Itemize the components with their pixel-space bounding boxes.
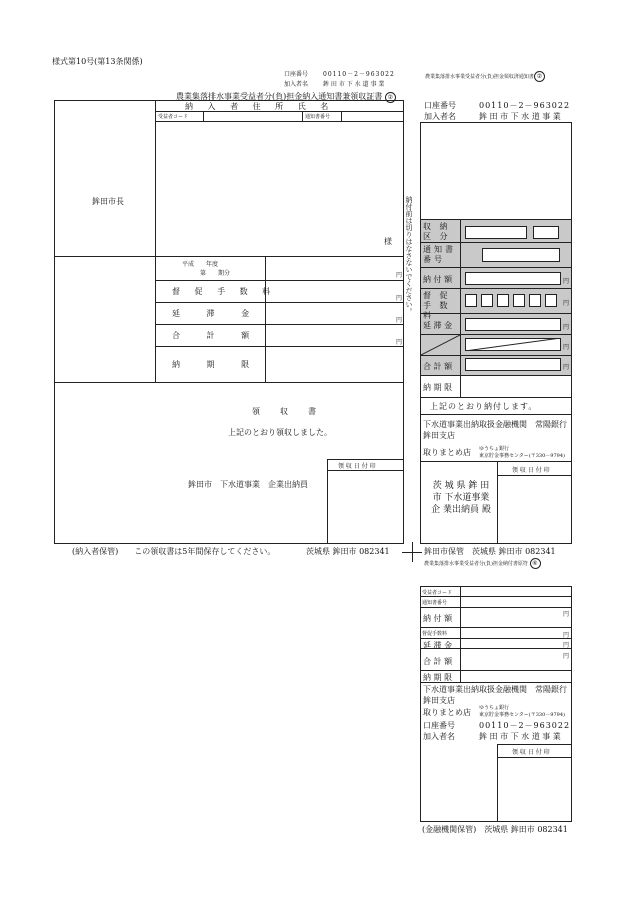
amount-field: [465, 272, 561, 285]
delay-label: 延 滞 金: [172, 309, 250, 318]
digit-box: [529, 294, 541, 307]
bottom-delay: 延 滞 金: [423, 641, 453, 650]
diagonal-mark: [421, 335, 460, 355]
amount-label: 納 付 額: [423, 275, 453, 284]
bottom-aggregator-line1: ゆうちょ銀行: [479, 705, 510, 711]
rule: [265, 256, 266, 382]
rule: [497, 475, 572, 476]
delay-label: 延 滞 金: [423, 321, 453, 330]
bottom-fee: 督促手数料: [422, 631, 448, 637]
collector-label: 鉾田市 下水道事業 企業出納員: [188, 480, 308, 489]
rule: [420, 288, 572, 289]
receipt-type-sub-field: [533, 226, 559, 239]
yen-unit: 円: [396, 272, 403, 279]
payer-header: 納 入 者 住 所 氏 名: [185, 102, 335, 111]
bottom-notice-number: 通知書番号: [422, 600, 448, 606]
bank-text: 下水道事業出納取扱金融機関 常陽銀行 鉾田支店: [423, 420, 575, 440]
bottom-amount: 納 付 額: [423, 614, 453, 623]
digit-box: [481, 294, 493, 307]
rule: [497, 744, 572, 745]
circle-number: ⑥: [530, 558, 541, 569]
deadline-label: 納 期 限: [423, 383, 453, 392]
rule: [54, 382, 404, 383]
bottom-subscriber-name: 鉾 田 市 下 水 道 事 業: [479, 732, 561, 741]
yen-unit: 円: [396, 295, 403, 302]
top-subscriber-name: 鉾 田 市 下 水 道 事 業: [323, 81, 385, 88]
rule: [420, 355, 572, 356]
keep-notice: (納入者保管) この領収書は5年間保存してください。: [72, 547, 276, 556]
main-title: 農業集落排水事業受益者分(負)担金納入通知書兼領収証書 ②: [176, 91, 396, 103]
rule: [420, 414, 572, 415]
yen-unit: 円: [396, 339, 403, 346]
mid-account-number: 00110－2－963022: [479, 101, 571, 110]
top-subscriber-label: 加入者名: [284, 81, 309, 88]
yen-unit: 円: [396, 317, 403, 324]
beneficiary-code-label: 受益者コード: [158, 114, 189, 120]
bottom-account-label: 口座番号: [423, 721, 455, 730]
bottom-aggregator-line2: 東京貯金事務センター(〒330－9794): [479, 712, 565, 718]
rule: [420, 375, 572, 376]
rule: [497, 744, 498, 822]
mid-subscriber-label: 加入者名: [424, 112, 456, 121]
rule: [420, 627, 572, 628]
bottom-beneficiary-code: 受益者コード: [422, 590, 453, 596]
aggregator-line1: ゆうちょ銀行: [479, 446, 510, 452]
delay-field: [465, 318, 561, 331]
receipt-type-label: 収 納 区 分: [423, 222, 451, 241]
top-account-label: 口座番号: [284, 71, 309, 78]
stamp-label: 領 収 日 付 印: [338, 463, 376, 470]
receipt-type-field: [465, 226, 527, 239]
middle-footer: 鉾田市保管 茨城県 鉾田市 082341: [424, 547, 556, 556]
yen-unit: 円: [563, 653, 570, 660]
digit-box: [545, 294, 557, 307]
rule: [420, 607, 572, 608]
bottom-deadline: 納 期 限: [423, 673, 453, 682]
yen-unit: 円: [563, 324, 570, 331]
stamp-label: 領 収 日 付 印: [512, 467, 550, 474]
yen-unit: 円: [563, 632, 570, 639]
yen-unit: 円: [563, 300, 570, 307]
yen-unit: 円: [563, 611, 570, 618]
rule: [155, 302, 404, 303]
location-code: 茨城県 鉾田市 082341: [306, 547, 390, 556]
rule: [155, 346, 404, 347]
fee-label: 督 促 手 数 料: [172, 287, 277, 296]
yen-unit: 円: [563, 642, 570, 649]
rule: [302, 111, 303, 121]
notice-number-label: 通知書番号: [305, 114, 331, 120]
rule: [54, 256, 404, 257]
rule: [420, 219, 572, 220]
yen-unit: 円: [563, 344, 570, 351]
stamp-box: [327, 459, 404, 544]
bottom-subscriber-label: 加入者名: [423, 732, 455, 741]
digit-box: [497, 294, 509, 307]
rule: [420, 461, 572, 462]
top-account-number: 00110－2－963022: [323, 71, 395, 78]
bottom-stamp-label: 領 収 日 付 印: [512, 749, 550, 756]
bottom-footer: (金融機関保管) 茨城県 鉾田市 082341: [422, 825, 568, 834]
receipt-title: 領 収 書: [252, 407, 322, 416]
mid-subscriber-name: 鉾 田 市 下 水 道 事 業: [479, 112, 561, 121]
rule: [497, 757, 572, 758]
rule: [420, 638, 572, 639]
total-label: 合 計 額: [423, 362, 453, 371]
rule: [420, 670, 572, 671]
rule: [327, 470, 404, 471]
next-slip-title: 農業集落排水事業受益者分(負)担金納付書原符 ⑥: [424, 558, 541, 569]
yen-unit: 円: [563, 364, 570, 371]
aggregator-line2: 東京貯金事務センター(〒330－9794): [479, 453, 565, 459]
sama-label: 様: [384, 237, 392, 246]
rule: [497, 461, 498, 544]
diagonal-mark: [465, 338, 561, 351]
circle-number: ②: [385, 92, 396, 103]
perforation-note: 納付前は切りはなさないでください。: [405, 196, 413, 315]
rule: [341, 111, 342, 121]
digit-box: [465, 294, 477, 307]
mid-account-label: 口座番号: [424, 101, 456, 110]
rule: [203, 111, 204, 121]
rule: [155, 324, 404, 325]
rule: [420, 267, 572, 268]
recipient-text: 茨 城 県 鉾 田 市 下水道事業 企 業出納員 殿: [431, 481, 491, 515]
cut-mark: [412, 542, 413, 562]
receipt-text: 上記のとおり領収しました。: [228, 428, 332, 437]
period-line2: 第 期分: [200, 270, 231, 277]
notice-no-label: 通知書番号: [423, 245, 456, 264]
fee-label: 督 促 手 数 料: [423, 291, 451, 320]
rule: [155, 100, 156, 382]
rule: [420, 596, 572, 597]
bottom-bank: 下水道事業出納取扱金融機関 常陽銀行 鉾田支店: [423, 685, 575, 705]
notice-no-field: [482, 248, 560, 262]
period-line1: 平成 年度: [182, 261, 219, 268]
rule: [420, 242, 572, 243]
deadline-label: 納 期 限: [172, 360, 250, 369]
pay-text: 上記のとおり納付します。: [430, 402, 538, 411]
bottom-account-number: 00110－2－963022: [479, 721, 571, 730]
circle-number: ②: [534, 71, 545, 82]
form-number: 様式第10号(第13条関係): [52, 57, 143, 66]
bottom-aggregator-label: 取りまとめ店: [423, 708, 471, 717]
rule: [420, 397, 572, 398]
rule: [155, 280, 404, 281]
rule: [460, 219, 461, 397]
digit-box: [513, 294, 525, 307]
total-field: [465, 358, 561, 371]
rule: [460, 586, 461, 682]
bottom-total: 合 計 額: [423, 657, 453, 666]
top-right-title: 農業集落排水事業受益者分(負)担金領収済通知書 ②: [425, 71, 545, 82]
total-label: 合 計 額: [172, 331, 250, 340]
mayor-label: 鉾田市長: [92, 197, 124, 206]
rule: [155, 121, 404, 122]
yen-unit: 円: [563, 278, 570, 285]
aggregator-label: 取りまとめ店: [423, 448, 471, 457]
